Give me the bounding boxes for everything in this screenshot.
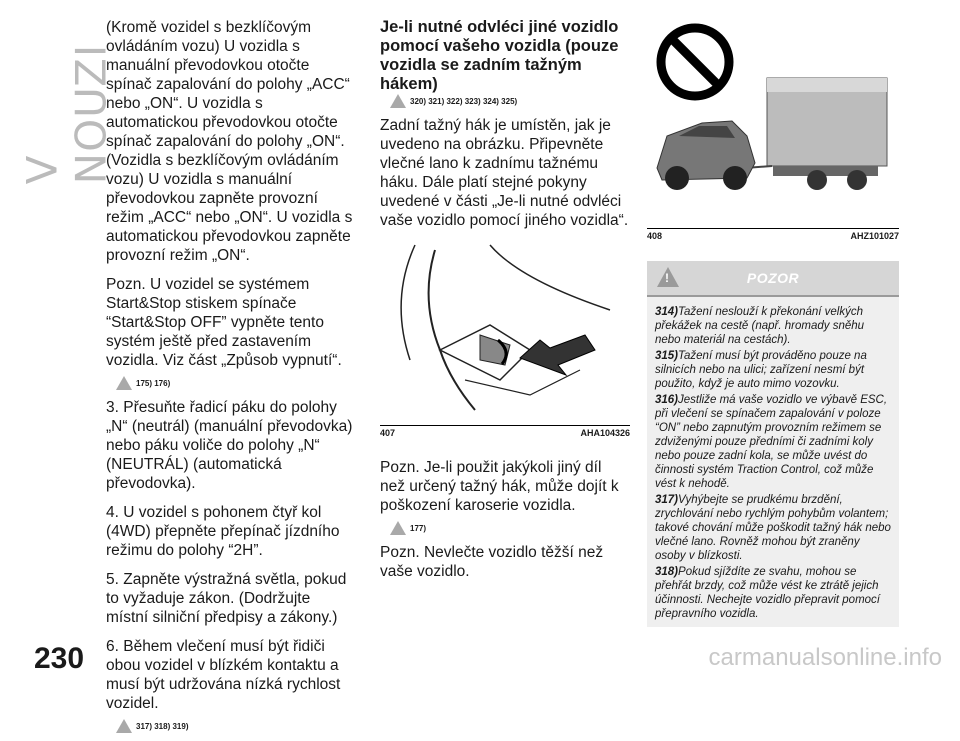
warning-refs: 175) 176) <box>116 376 356 390</box>
paragraph-ignition: (Kromě vozidel s bezklíčovým ovládáním vozu) U vozidla s manuální převodovkou otočte spínač zapalování do polohy „ACC“ nebo „ON“. U vozidla s automatickou převodovkou otočte spínač zapalování do polohy „ON“. (Vozidla s bezklíčovým ovládáním vozu) U vozidla s manuální převodovkou zapněte provozní režim „ACC“ nebo „ON“. U vozidla s automatickou převodovkou zapněte provozní režim „ON“. <box>106 19 353 264</box>
warning-triangle-icon <box>390 521 406 535</box>
section-title: V NOUZI <box>17 43 116 185</box>
figure-408 <box>647 18 899 229</box>
warning-refs: 177) <box>390 521 630 535</box>
warning-refs: 317) 318) 319) <box>116 719 356 733</box>
figure-407 <box>380 240 630 426</box>
caution-title: POZOR <box>746 270 800 286</box>
paragraph-start-stop: Pozn. U vozidel se systémem Start&Stop stiskem spínače “Start&Stop OFF” vypněte tento systém ještě před zastavením vozidla. Viz část „Způsob vypnutí“. <box>106 276 342 369</box>
caution-box <box>647 261 899 627</box>
step-5: 5. Zapněte výstražná světla, pokud to vyžaduje zákon. (Dodržujte místní silniční předpisy a zákony.) <box>106 571 347 626</box>
step-4: 4. U vozidel s pohonem čtyř kol (4WD) přepněte přepínač jízdního režimu do polohy “2H”. <box>106 504 340 559</box>
step-6: 6. Během vlečení musí být řidiči obou vozidel v blízkém kontaktu a musí být udržována nízká rychlost vozidel. <box>106 638 341 712</box>
section-heading: Je-li nutné odvléci jiné vozidlo pomocí vašeho vozidla (pouze vozidla se zadním tažným hákem) <box>380 18 619 93</box>
column-1 <box>106 18 356 741</box>
page-number: 230 <box>34 642 85 675</box>
warning-triangle-icon <box>390 94 406 108</box>
watermark: carmanualsonline.info <box>708 644 942 671</box>
caution-note: 316)Jestliže má vaše vozidlo ve výbavě ESC, při vlečení se spínačem zapalování v poloze “ON” nebo zapnutým provozním režimem se zdviženými pouze předními či zadními koly nebo pouze zadní kola, se může uvést do činnosti systém Traction Control, což může vést k nehodě. <box>655 394 888 490</box>
column-3 <box>647 18 899 627</box>
paragraph-damage-note: Pozn. Je-li použit jakýkoli jiný díl než určený tažný hák, může dojít k poškození karoserie vozidla. <box>380 459 619 514</box>
caution-note: 318)Pokud sjíždíte ze svahu, mohou se přehřát brzdy, což může vést ke ztrátě jejich účinnosti. Nechejte vozidlo přepravit pomocí přepravního vozidla. <box>655 566 881 620</box>
rear-tow-hook-illustration <box>380 240 630 420</box>
column-2 <box>380 18 630 591</box>
figure-caption: 407 AHA104326 <box>380 428 630 438</box>
caution-header <box>647 261 899 295</box>
warning-triangle-icon <box>116 719 132 733</box>
caution-note: 317)Vyhýbejte se prudkému brzdění, zrychlování nebo rychlým pohybům volantem; takové chování může poškodit tažný hák nebo vlečné lano. Rovněž mohou být zraněny osoby v blízkosti. <box>655 494 891 562</box>
section-side-tab <box>16 20 116 185</box>
warning-refs: 320) 321) 322) 323) 324) 325) <box>390 94 630 108</box>
caution-note: 314)Tažení neslouží k překonání velkých překážek na cestě (např. hromady sněhu nebo materiál na cestách). <box>655 306 865 346</box>
paragraph-rear-hook: Zadní tažný hák je umístěn, jak je uvedeno na obrázku. Připevněte vlečné lano k zadnímu tažnému háku. Dále platí stejné pokyny uvedené v části „Je-li nutné odvléci vaše vozidlo pomocí jiného vozidla“. <box>380 117 629 229</box>
no-towing-illustration <box>647 18 899 223</box>
paragraph-weight-note: Pozn. Nevlečte vozidlo těžší než vaše vozidlo. <box>380 544 604 580</box>
warning-triangle-icon <box>116 376 132 390</box>
caution-note: 315)Tažení musí být prováděno pouze na silnicích nebo na ulici; zařízení nesmí být použito, když je auto mimo vozovku. <box>655 350 867 390</box>
warning-triangle-icon <box>657 267 679 287</box>
caution-body <box>647 295 899 627</box>
step-3: 3. Přesuňte řadicí páku do polohy „N“ (neutrál) (manuální převodovka) nebo páku voliče do polohy „N“ (NEUTRÁL) (automatická převodovka). <box>106 399 353 492</box>
figure-caption: 408 AHZ101027 <box>647 231 899 241</box>
